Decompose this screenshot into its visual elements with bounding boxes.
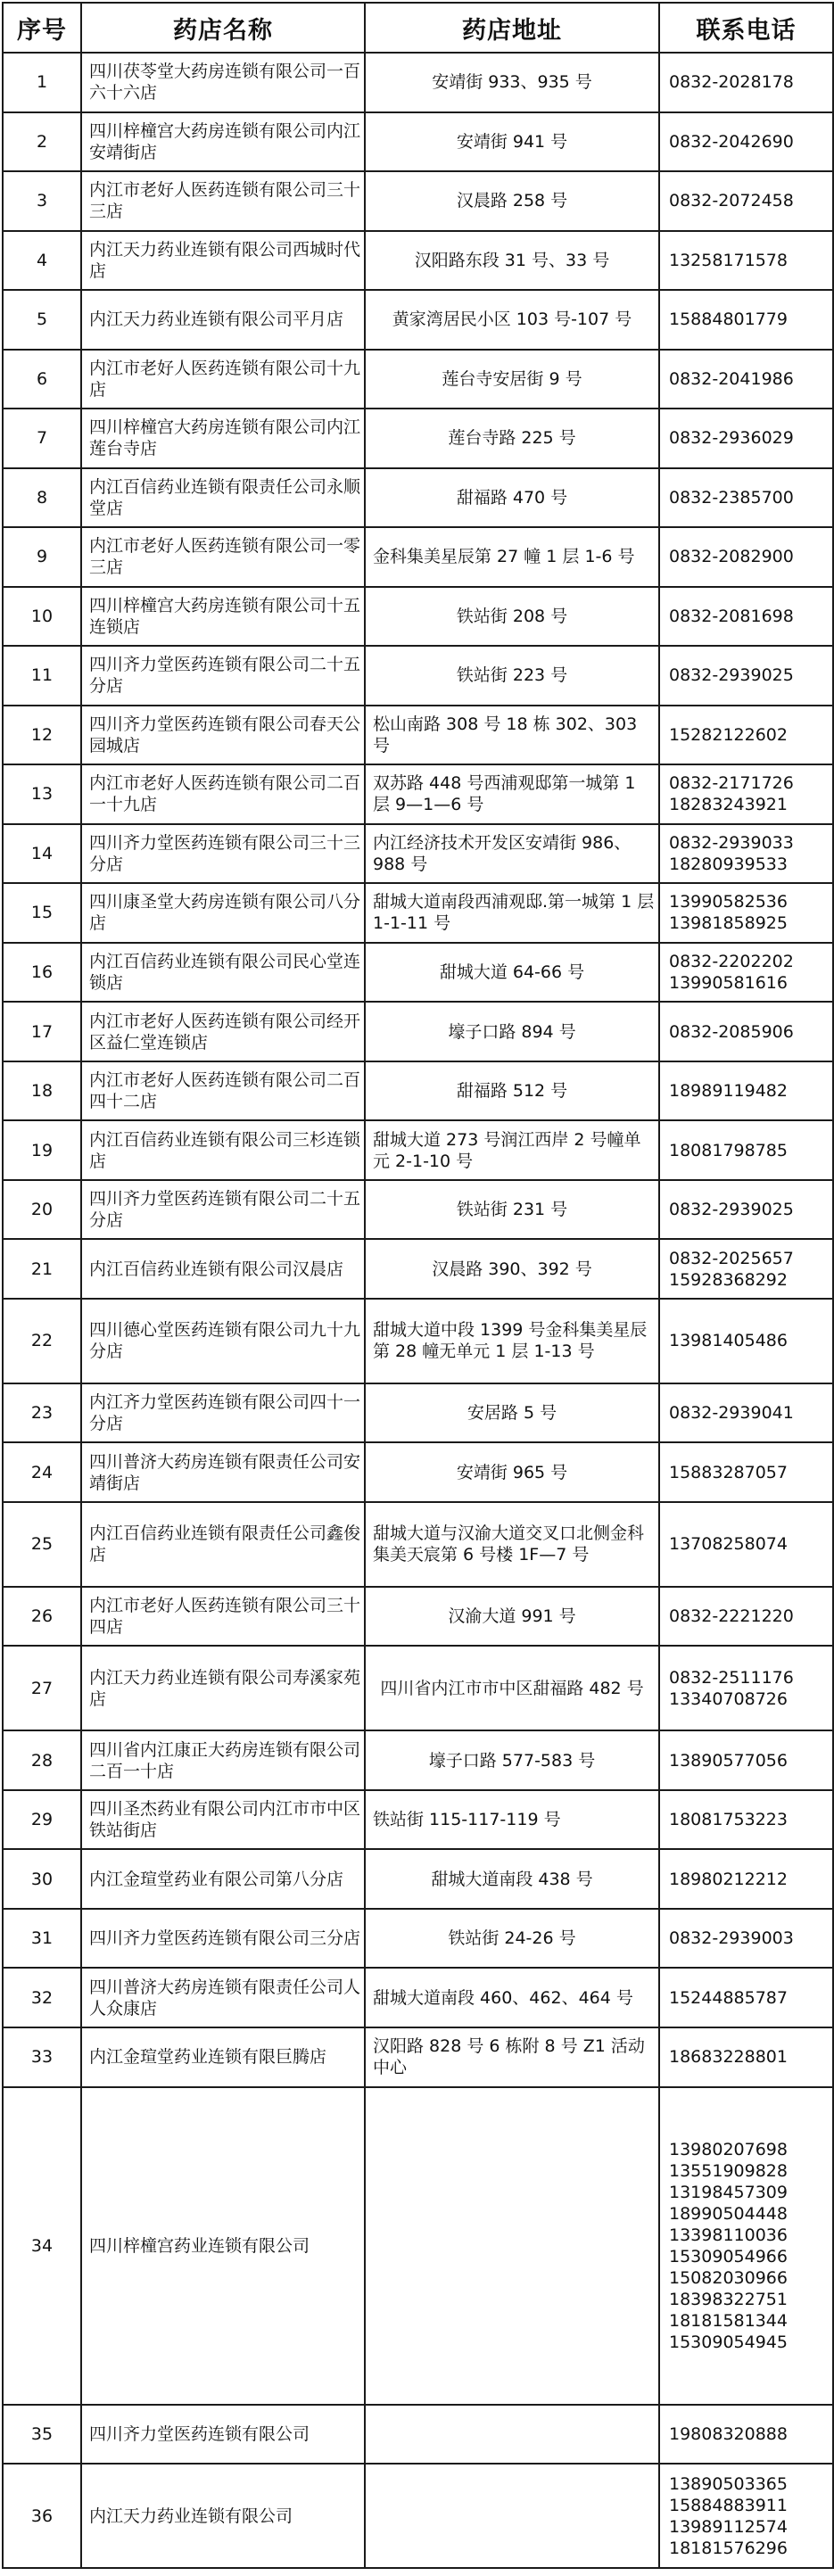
phone-number: 18081753223 [669, 1810, 788, 1830]
table-row [3, 764, 833, 824]
header-row [3, 3, 833, 53]
table-row [3, 468, 833, 528]
pharmacy-address: 莲台寺路 225 号 [365, 409, 659, 468]
pharmacy-phone [659, 2087, 833, 2405]
phone-number: 0832-2221220 [669, 1606, 794, 1627]
row-number: 27 [3, 1646, 81, 1730]
pharmacy-phone [659, 53, 833, 112]
table-row [3, 2464, 833, 2568]
pharmacy-phone [659, 2405, 833, 2465]
pharmacy-name: 内江金瑄堂药业有限公司第八分店 [81, 1849, 365, 1909]
row-number: 28 [3, 1730, 81, 1790]
pharmacy-phone [659, 1299, 833, 1383]
pharmacy-phone [659, 1442, 833, 1502]
table-row [3, 587, 833, 647]
phone-number: 0832-2072458 [669, 191, 794, 211]
pharmacy-address: 甜城大道 273 号润江西岸 2 号幢单元 2-1-10 号 [365, 1120, 659, 1180]
phone-number: 0832-2025657 [669, 1248, 794, 1268]
pharmacy-address: 安靖街 941 号 [365, 112, 659, 172]
pharmacy-phone [659, 2464, 833, 2568]
pharmacy-phone [659, 1061, 833, 1121]
pharmacy-address: 汉晨路 258 号 [365, 171, 659, 231]
table-row [3, 1299, 833, 1383]
phone-number: 0832-2936029 [669, 428, 794, 449]
table-row [3, 171, 833, 231]
phone-number: 13990582536 [669, 892, 788, 912]
pharmacy-address [365, 2405, 659, 2465]
table-row [3, 1442, 833, 1502]
phone-number: 13198457309 [669, 2182, 788, 2202]
phone-number: 15282122602 [669, 724, 788, 745]
row-number: 18 [3, 1061, 81, 1121]
row-number: 7 [3, 409, 81, 468]
table-row [3, 231, 833, 291]
pharmacy-phone [659, 587, 833, 647]
pharmacy-phone [659, 1790, 833, 1850]
table-row [3, 1730, 833, 1790]
table-row [3, 1502, 833, 1587]
pharmacy-phone [659, 409, 833, 468]
row-number: 16 [3, 943, 81, 1003]
pharmacy-phone [659, 943, 833, 1003]
pharmacy-phone [659, 1239, 833, 1299]
row-number: 29 [3, 1790, 81, 1850]
row-number: 11 [3, 646, 81, 706]
pharmacy-name: 四川梓橦宫大药房连锁有限公司内江安靖街店 [81, 112, 365, 172]
header-address: 药店地址 [365, 3, 659, 53]
pharmacy-phone [659, 171, 833, 231]
phone-number: 13890503365 [669, 2473, 788, 2494]
table-row [3, 350, 833, 409]
pharmacy-phone [659, 231, 833, 291]
pharmacy-name: 内江金瑄堂药业连锁有限巨腾店 [81, 2027, 365, 2087]
pharmacy-name: 内江百信药业连锁有限公司三杉连锁店 [81, 1120, 365, 1180]
row-number: 17 [3, 1002, 81, 1061]
pharmacy-address: 甜城大道中段 1399 号金科集美星辰第 28 幢无单元 1 层 1-13 号 [365, 1299, 659, 1383]
row-number: 24 [3, 1442, 81, 1502]
table-row [3, 646, 833, 706]
header-name: 药店名称 [81, 3, 365, 53]
table-row [3, 112, 833, 172]
phone-number: 13981858925 [669, 913, 788, 934]
pharmacy-name: 四川梓橦宫大药房连锁有限公司十五连锁店 [81, 587, 365, 647]
pharmacy-phone [659, 350, 833, 409]
pharmacy-phone [659, 1909, 833, 1969]
phone-number: 18181576296 [669, 2538, 788, 2558]
pharmacy-address: 汉阳路 828 号 6 栋附 8 号 Z1 活动中心 [365, 2027, 659, 2087]
phone-number: 0832-2511176 [669, 1667, 794, 1688]
table-row [3, 1849, 833, 1909]
phone-number: 18280939533 [669, 854, 788, 874]
pharmacy-phone [659, 1730, 833, 1790]
pharmacy-name: 内江百信药业连锁有限责任公司鑫俊店 [81, 1502, 365, 1587]
pharmacy-address: 铁站街 115-117-119 号 [365, 1790, 659, 1850]
row-number: 15 [3, 883, 81, 943]
table-row [3, 409, 833, 468]
row-number: 19 [3, 1120, 81, 1180]
row-number: 1 [3, 53, 81, 112]
row-number: 14 [3, 824, 81, 884]
pharmacy-address: 铁站街 208 号 [365, 587, 659, 647]
pharmacy-name: 四川齐力堂医药连锁有限公司二十五分店 [81, 1180, 365, 1240]
pharmacy-name: 内江市老好人医药连锁有限公司二百一十九店 [81, 764, 365, 824]
pharmacy-name: 内江天力药业连锁有限公司 [81, 2464, 365, 2568]
row-number: 32 [3, 1968, 81, 2027]
row-number: 6 [3, 350, 81, 409]
row-number: 33 [3, 2027, 81, 2087]
row-number: 21 [3, 1239, 81, 1299]
phone-number: 15928368292 [669, 1269, 788, 1290]
pharmacy-address: 甜城大道与汉渝大道交叉口北侧金科集美天宸第 6 号楼 1F—7 号 [365, 1502, 659, 1587]
phone-number: 0832-2202202 [669, 951, 794, 971]
pharmacy-name: 四川齐力堂医药连锁有限公司二十五分店 [81, 646, 365, 706]
pharmacy-name: 内江天力药业连锁有限公司平月店 [81, 290, 365, 350]
header-phone: 联系电话 [659, 3, 833, 53]
pharmacy-phone [659, 1849, 833, 1909]
table-row [3, 943, 833, 1003]
phone-number: 15884883911 [669, 2495, 788, 2515]
row-number: 34 [3, 2087, 81, 2405]
pharmacy-name: 四川茯苓堂大药房连锁有限公司一百六十六店 [81, 53, 365, 112]
phone-number: 0832-2082900 [669, 547, 794, 567]
table-row [3, 1002, 833, 1061]
table-row [3, 1239, 833, 1299]
phone-number: 18980212212 [669, 1869, 788, 1889]
row-number: 23 [3, 1383, 81, 1443]
phone-number: 13980207698 [669, 2139, 788, 2159]
row-number: 30 [3, 1849, 81, 1909]
phone-number: 0832-2385700 [669, 487, 794, 508]
row-number: 13 [3, 764, 81, 824]
pharmacy-address: 甜城大道南段 460、462、464 号 [365, 1968, 659, 2027]
pharmacy-name: 四川齐力堂医药连锁有限公司 [81, 2405, 365, 2465]
row-number: 36 [3, 2464, 81, 2568]
pharmacy-name: 四川齐力堂医药连锁有限公司春天公园城店 [81, 706, 365, 765]
table-row [3, 1180, 833, 1240]
pharmacy-phone [659, 706, 833, 765]
row-number: 2 [3, 112, 81, 172]
pharmacy-name: 四川齐力堂医药连锁有限公司三十三分店 [81, 824, 365, 884]
row-number: 8 [3, 468, 81, 528]
phone-number: 13990581616 [669, 972, 788, 993]
pharmacy-address: 内江经济技术开发区安靖街 986、988 号 [365, 824, 659, 884]
table-row [3, 1646, 833, 1730]
phone-number: 13989112574 [669, 2516, 788, 2537]
table-row [3, 1790, 833, 1850]
pharmacy-phone [659, 824, 833, 884]
table-row [3, 1061, 833, 1121]
pharmacy-address: 壕子口路 577-583 号 [365, 1730, 659, 1790]
pharmacy-phone [659, 1587, 833, 1647]
phone-number: 15884801779 [669, 310, 788, 330]
pharmacy-address: 甜福路 470 号 [365, 468, 659, 528]
phone-number: 18081798785 [669, 1140, 788, 1160]
pharmacy-address: 金科集美星辰第 27 幢 1 层 1-6 号 [365, 527, 659, 587]
table-row [3, 53, 833, 112]
pharmacy-phone [659, 1120, 833, 1180]
table-row [3, 1968, 833, 2027]
phone-number: 0832-2939025 [669, 1200, 794, 1220]
phone-number: 13551909828 [669, 2160, 788, 2181]
pharmacy-name: 内江市老好人医药连锁有限公司二百四十二店 [81, 1061, 365, 1121]
pharmacy-name: 内江市老好人医药连锁有限公司三十三店 [81, 171, 365, 231]
row-number: 9 [3, 527, 81, 587]
header-no: 序号 [3, 3, 81, 53]
phone-number: 18989119482 [669, 1081, 788, 1102]
phone-number: 15883287057 [669, 1462, 788, 1482]
pharmacy-address: 铁站街 223 号 [365, 646, 659, 706]
pharmacy-name: 内江百信药业连锁有限责任公司永顺堂店 [81, 468, 365, 528]
pharmacy-phone [659, 1646, 833, 1730]
phone-number: 13340708726 [669, 1688, 788, 1709]
row-number: 5 [3, 290, 81, 350]
phone-number: 18181581344 [669, 2310, 788, 2331]
pharmacy-address: 安居路 5 号 [365, 1383, 659, 1443]
table-row [3, 527, 833, 587]
pharmacy-phone [659, 2027, 833, 2087]
pharmacy-address: 松山南路 308 号 18 栋 302、303 号 [365, 706, 659, 765]
table-row [3, 1909, 833, 1969]
phone-number: 0832-2939033 [669, 832, 794, 853]
pharmacy-name: 内江天力药业连锁有限公司西城时代店 [81, 231, 365, 291]
pharmacy-address: 安靖街 965 号 [365, 1442, 659, 1502]
pharmacy-name: 内江百信药业连锁有限公司民心堂连锁店 [81, 943, 365, 1003]
pharmacy-phone [659, 112, 833, 172]
row-number: 35 [3, 2405, 81, 2465]
pharmacy-phone [659, 527, 833, 587]
pharmacy-address [365, 2464, 659, 2568]
row-number: 31 [3, 1909, 81, 1969]
phone-number: 0832-2028178 [669, 72, 794, 93]
pharmacy-address: 四川省内江市市中区甜福路 482 号 [365, 1646, 659, 1730]
phone-number: 18683228801 [669, 2047, 788, 2068]
pharmacy-name: 四川普济大药房连锁有限责任公司安靖街店 [81, 1442, 365, 1502]
row-number: 25 [3, 1502, 81, 1587]
pharmacy-name: 四川普济大药房连锁有限责任公司人人众康店 [81, 1968, 365, 2027]
pharmacy-address: 铁站街 231 号 [365, 1180, 659, 1240]
table-row [3, 2087, 833, 2405]
phone-number: 0832-2041986 [669, 368, 794, 389]
table-row [3, 706, 833, 765]
pharmacy-phone [659, 1002, 833, 1061]
pharmacy-name: 四川德心堂医药连锁有限公司九十九分店 [81, 1299, 365, 1383]
phone-number: 0832-2939041 [669, 1403, 794, 1424]
pharmacy-name: 四川康圣堂大药房连锁有限公司八分店 [81, 883, 365, 943]
pharmacy-name: 四川齐力堂医药连锁有限公司三分店 [81, 1909, 365, 1969]
table-row [3, 2027, 833, 2087]
row-number: 12 [3, 706, 81, 765]
table-body [3, 53, 833, 2568]
pharmacy-address: 甜城大道南段 438 号 [365, 1849, 659, 1909]
row-number: 10 [3, 587, 81, 647]
pharmacy-phone [659, 1383, 833, 1443]
table-row [3, 2405, 833, 2465]
pharmacy-address: 甜城大道 64-66 号 [365, 943, 659, 1003]
phone-number: 13258171578 [669, 250, 788, 270]
row-number: 26 [3, 1587, 81, 1647]
pharmacy-name: 内江市老好人医药连锁有限公司三十四店 [81, 1587, 365, 1647]
phone-number: 13890577056 [669, 1750, 788, 1771]
pharmacy-name: 内江齐力堂医药连锁有限公司四十一分店 [81, 1383, 365, 1443]
pharmacy-name: 内江天力药业连锁有限公司寿溪家苑店 [81, 1646, 365, 1730]
row-number: 4 [3, 231, 81, 291]
phone-number: 13708258074 [669, 1534, 788, 1555]
pharmacy-address: 双苏路 448 号西浦观邸第一城第 1 层 9—1—6 号 [365, 764, 659, 824]
pharmacy-name: 内江市老好人医药连锁有限公司经开区益仁堂连锁店 [81, 1002, 365, 1061]
pharmacy-table [2, 2, 834, 2569]
table-row [3, 290, 833, 350]
pharmacy-phone [659, 290, 833, 350]
row-number: 22 [3, 1299, 81, 1383]
pharmacy-name: 内江市老好人医药连锁有限公司十九店 [81, 350, 365, 409]
phone-number: 15309054966 [669, 2246, 788, 2266]
pharmacy-address [365, 2087, 659, 2405]
pharmacy-name: 四川圣杰药业有限公司内江市市中区铁站街店 [81, 1790, 365, 1850]
pharmacy-address: 铁站街 24-26 号 [365, 1909, 659, 1969]
phone-number: 13981405486 [669, 1331, 788, 1351]
pharmacy-phone [659, 468, 833, 528]
pharmacy-address: 汉晨路 390、392 号 [365, 1239, 659, 1299]
phone-number: 15244885787 [669, 1987, 788, 2008]
pharmacy-address: 莲台寺安居街 9 号 [365, 350, 659, 409]
table-row [3, 883, 833, 943]
phone-number: 15309054945 [669, 2332, 788, 2352]
pharmacy-address: 甜城大道南段西浦观邸.第一城第 1 层 1-1-11 号 [365, 883, 659, 943]
pharmacy-name: 四川梓橦宫大药房连锁有限公司内江莲台寺店 [81, 409, 365, 468]
table-row [3, 1383, 833, 1443]
pharmacy-phone [659, 1968, 833, 2027]
pharmacy-address: 黄家湾居民小区 103 号-107 号 [365, 290, 659, 350]
phone-number: 0832-2081698 [669, 606, 794, 626]
phone-number: 0832-2171726 [669, 773, 794, 794]
phone-number: 0832-2085906 [669, 1021, 794, 1042]
phone-number: 18990504448 [669, 2203, 788, 2224]
pharmacy-name: 四川省内江康正大药房连锁有限公司二百一十店 [81, 1730, 365, 1790]
pharmacy-address: 甜福路 512 号 [365, 1061, 659, 1121]
table-row [3, 1120, 833, 1180]
pharmacy-phone [659, 764, 833, 824]
pharmacy-phone [659, 883, 833, 943]
pharmacy-address: 壕子口路 894 号 [365, 1002, 659, 1061]
row-number: 3 [3, 171, 81, 231]
pharmacy-address: 安靖街 933、935 号 [365, 53, 659, 112]
pharmacy-name: 内江市老好人医药连锁有限公司一零三店 [81, 527, 365, 587]
table-row [3, 824, 833, 884]
pharmacy-phone [659, 1502, 833, 1587]
phone-number: 0832-2939003 [669, 1928, 794, 1949]
pharmacy-address: 汉渝大道 991 号 [365, 1587, 659, 1647]
phone-number: 0832-2042690 [669, 131, 794, 152]
pharmacy-name: 内江百信药业连锁有限公司汉晨店 [81, 1239, 365, 1299]
row-number: 20 [3, 1180, 81, 1240]
phone-number: 18283243921 [669, 795, 788, 815]
phone-number: 0832-2939025 [669, 665, 794, 686]
pharmacy-phone [659, 646, 833, 706]
table-row [3, 1587, 833, 1647]
phone-number: 15082030966 [669, 2267, 788, 2288]
phone-number: 19808320888 [669, 2424, 788, 2445]
pharmacy-address: 汉阳路东段 31 号、33 号 [365, 231, 659, 291]
pharmacy-phone [659, 1180, 833, 1240]
phone-number: 13398110036 [669, 2225, 788, 2245]
pharmacy-name: 四川梓橦宫药业连锁有限公司 [81, 2087, 365, 2405]
phone-number: 18398322751 [669, 2289, 788, 2309]
